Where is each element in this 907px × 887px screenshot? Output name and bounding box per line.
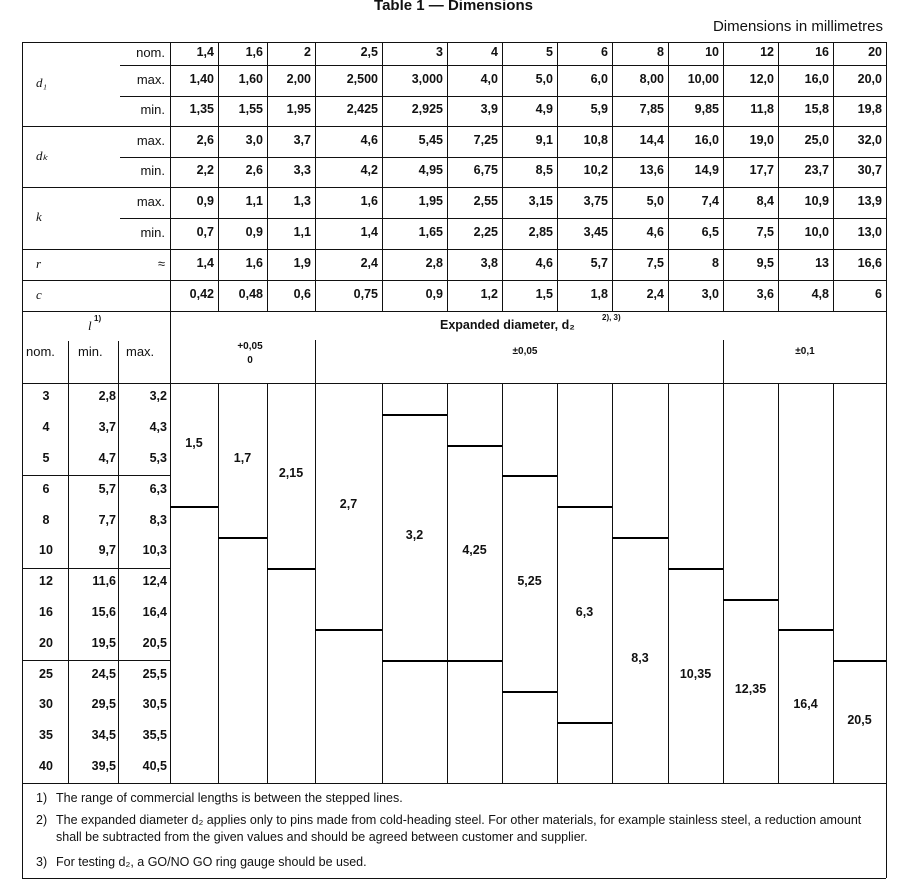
expanded-column-divider: [778, 383, 779, 783]
dim-value: 10,9: [804, 193, 829, 208]
expanded-diameter-value: 16,4: [793, 697, 818, 712]
dim-value: 5: [546, 44, 553, 59]
dim-value: 25,0: [804, 132, 829, 147]
row-divider: [22, 280, 886, 281]
dim-value: 7,5: [756, 224, 774, 239]
dim-value: 20,0: [857, 71, 882, 86]
dim-value: 2,85: [528, 224, 553, 239]
dim-value: 12,0: [749, 71, 774, 86]
dim-value: 1,5: [535, 286, 553, 301]
dim-value: 3,0: [701, 286, 719, 301]
expanded-diameter-value: 20,5: [847, 712, 872, 727]
units-note: Dimensions in millimetres: [712, 18, 883, 35]
length-nom: 10: [39, 543, 53, 558]
expanded-diameter-value: 2,7: [339, 497, 358, 512]
commercial-range-start-line: [833, 660, 886, 662]
table-title: Table 1 — Dimensions: [374, 0, 533, 14]
dim-value: 32,0: [857, 132, 882, 147]
length-max-header: max.: [126, 344, 155, 359]
len-col-divider: [118, 341, 119, 783]
dim-value: 4,6: [646, 224, 664, 239]
dim-value: 3,3: [293, 163, 311, 177]
dim-value: 3,000: [411, 71, 443, 86]
length-min: 9,7: [98, 543, 116, 558]
row-symbol: r: [36, 255, 42, 271]
commercial-range-end-line: [502, 691, 557, 693]
length-min: 4,7: [98, 451, 116, 465]
commercial-range-start-line: [723, 599, 778, 601]
expanded-diameter-value: 8,3: [631, 651, 649, 666]
expanded-column-divider: [218, 383, 219, 783]
tolerance-upper: +0,05: [237, 341, 263, 352]
dim-value: 4,0: [480, 71, 498, 86]
length-nom: 4: [42, 420, 50, 435]
length-max: 3,2: [149, 389, 167, 404]
dim-value: 5,9: [590, 102, 608, 116]
dim-value: 1,4: [196, 255, 214, 270]
commercial-range-end-line: [267, 568, 315, 570]
length-nom: 30: [39, 697, 53, 712]
commercial-range-start-line: [502, 475, 557, 477]
dim-value: 5,0: [535, 71, 553, 86]
dim-value: 20: [868, 44, 882, 59]
dim-value: 16: [815, 44, 829, 59]
length-nom: 8: [42, 512, 50, 527]
expanded-diameter-value: 2,15: [278, 466, 304, 481]
length-max: 40,5: [142, 759, 167, 773]
row-label: min.: [140, 102, 165, 117]
footnote-number: 1): [36, 791, 48, 805]
footnote-text: The range of commercial lengths is between the stepped lines.: [56, 791, 403, 805]
dim-value: 6: [875, 286, 882, 301]
length-max: 5,3: [149, 451, 167, 465]
dim-value: 2,8: [425, 255, 443, 270]
tolerance-divider: [315, 340, 316, 383]
row-label: min.: [140, 224, 165, 240]
row-symbol: dₖ: [36, 147, 49, 163]
dim-value: 4,95: [418, 163, 443, 177]
expanded-diameter-value: 10,35: [679, 666, 712, 681]
length-bottom: [22, 783, 886, 784]
length-nom: 12: [39, 574, 53, 589]
expanded-diameter-value: 12,35: [734, 682, 767, 696]
dim-value: 12: [760, 44, 774, 59]
dim-value: 17,7: [749, 163, 774, 177]
dim-value: 6,75: [473, 163, 498, 177]
dim-value: 1,65: [418, 224, 443, 239]
dim-value: 10: [705, 44, 719, 59]
dim-value: 3,7: [293, 132, 311, 147]
dim-value: 3,9: [480, 102, 498, 116]
dim-value: 14,4: [639, 132, 664, 147]
row-divider: [22, 187, 886, 188]
dim-value: 14,9: [694, 163, 719, 177]
dim-value: 4,8: [811, 286, 829, 301]
dim-value: 1,6: [245, 255, 263, 270]
expanded-column-divider: [612, 383, 613, 783]
row-label: max.: [136, 193, 165, 209]
commercial-range-start-line: [778, 629, 833, 631]
table-right-border: [886, 42, 887, 878]
table-left-border: [22, 42, 23, 878]
row-label: max.: [136, 132, 165, 148]
length-nom: 6: [42, 481, 50, 496]
row-symbol: k: [36, 209, 42, 224]
dim-value: 9,1: [535, 132, 553, 147]
dim-value: 1,60: [238, 71, 263, 86]
table-top-border: [22, 42, 886, 43]
dim-value: 8,5: [535, 163, 553, 177]
dim-value: 3,15: [528, 193, 553, 208]
dim-value: 4,2: [360, 163, 378, 177]
expanded-diameter-value: 6,3: [575, 605, 594, 619]
dim-value: 2,25: [473, 224, 498, 239]
dim-value: 8,00: [639, 71, 664, 86]
length-nom: 5: [42, 451, 50, 465]
dim-value: 11,8: [750, 102, 774, 116]
footnote-text: The expanded diameter d₂ applies only to pins made from cold-heading steel. For other materials, for example stainless steel, a reduction amount shall be subtracted from the given values and should be agreed between customer and supplier.: [56, 813, 862, 844]
commercial-range-start-line: [612, 537, 668, 539]
length-min: 2,8: [98, 389, 116, 404]
table-bottom-border: [22, 878, 886, 879]
dim-value: 1,6: [360, 193, 378, 208]
dim-value: 6: [601, 44, 608, 59]
dim-value: 3: [436, 44, 443, 59]
row-symbol: d₁: [36, 75, 48, 90]
dim-value: 19,0: [749, 132, 774, 147]
length-max: 4,3: [149, 420, 167, 435]
length-group-divider: [22, 568, 170, 569]
commercial-range-start-line: [382, 414, 447, 416]
dim-value: 8: [657, 44, 664, 59]
dim-value: 13,6: [639, 163, 664, 177]
dim-value: 16,6: [857, 255, 882, 270]
expanded-column-divider: [668, 383, 669, 783]
length-min: 34,5: [91, 728, 116, 743]
dim-value: 19,8: [857, 102, 882, 116]
dim-value: 1,2: [480, 286, 498, 301]
commercial-range-end-line: [447, 660, 502, 662]
row-divider: [120, 218, 886, 219]
length-nom: 35: [39, 728, 53, 743]
tolerance-divider: [723, 340, 724, 383]
dim-value: 7,4: [701, 193, 719, 208]
dim-value: 23,7: [804, 163, 829, 177]
length-nom: 40: [39, 759, 53, 773]
dim-value: 2,4: [646, 286, 664, 301]
expanded-column-divider: [267, 383, 268, 783]
dim-value: 3,0: [245, 132, 263, 147]
dim-value: 2,500: [346, 71, 378, 86]
dim-value: 1,95: [418, 193, 443, 208]
expanded-column-divider: [447, 383, 448, 783]
length-nom-header: nom.: [26, 344, 55, 359]
length-max: 16,4: [142, 605, 167, 619]
length-min: 19,5: [91, 635, 116, 650]
dim-value: 1,1: [245, 193, 263, 208]
tolerance-pm01: ±0,1: [795, 346, 815, 357]
dim-value: 6,0: [590, 71, 608, 86]
dim-value: 0,42: [189, 286, 214, 301]
dim-value: 4,9: [535, 102, 553, 116]
length-max: 25,5: [142, 666, 167, 681]
dim-value: 4: [491, 44, 498, 59]
dim-value: 0,6: [293, 286, 311, 301]
dim-value: 1,40: [189, 71, 214, 86]
dim-value: 0,75: [353, 286, 378, 301]
header-bottom: [22, 383, 886, 384]
dim-value: 1,4: [360, 224, 378, 239]
row-label: min.: [140, 163, 165, 178]
dim-value: 0,9: [425, 286, 443, 301]
dim-value: 13: [815, 255, 829, 270]
dim-value: 3,75: [583, 193, 608, 208]
row-divider: [22, 311, 886, 312]
dim-value: 1,1: [293, 224, 311, 239]
dim-value: 2,55: [473, 193, 498, 208]
dim-value: 5,0: [646, 193, 664, 208]
commercial-range-end-line: [315, 629, 382, 631]
dim-value: 16,0: [804, 71, 829, 86]
commercial-range-start-line: [668, 568, 723, 570]
dim-value: 2,2: [196, 163, 214, 177]
length-min: 24,5: [91, 666, 116, 681]
dim-value: 2,425: [346, 102, 378, 116]
length-symbol: l: [88, 318, 92, 333]
length-min: 29,5: [91, 697, 116, 712]
commercial-range-end-line: [557, 722, 612, 724]
dim-value: 2,5: [360, 44, 378, 59]
row-divider: [120, 157, 886, 158]
dim-value: 3,8: [480, 255, 498, 270]
dim-value: 1,95: [286, 102, 311, 116]
length-max: 8,3: [149, 512, 167, 527]
footnote-number: 3): [36, 855, 48, 869]
dim-value: 2,6: [196, 132, 214, 147]
expanded-diameter-value: 1,7: [233, 451, 252, 465]
commercial-range-end-line: [170, 506, 218, 508]
dim-value: 7,85: [639, 102, 664, 116]
length-max: 30,5: [142, 697, 167, 712]
dim-value: 10,0: [804, 224, 829, 239]
expanded-column-divider: [723, 383, 724, 783]
row-divider: [22, 249, 886, 250]
tolerance-pm005: ±0,05: [512, 346, 538, 357]
dim-value: 7,25: [473, 132, 498, 147]
dim-value: 15,8: [804, 102, 829, 116]
length-max: 20,5: [142, 635, 167, 650]
dim-value: 9,5: [756, 255, 774, 270]
length-max: 35,5: [142, 728, 167, 743]
length-min: 11,6: [92, 574, 116, 589]
length-min-header: min.: [78, 344, 103, 359]
row-divider: [120, 65, 886, 66]
commercial-range-start-line: [447, 445, 502, 447]
dim-value: 9,85: [694, 102, 719, 116]
row-label: nom.: [136, 44, 165, 60]
dim-value: 8: [712, 255, 719, 270]
dim-value: 1,35: [189, 102, 214, 116]
dim-value: 0,9: [196, 193, 214, 208]
row-divider: [22, 126, 886, 127]
row-divider: [120, 96, 886, 97]
dim-value: 5,7: [590, 255, 608, 270]
dim-value: 0,7: [196, 224, 214, 239]
commercial-range-end-line: [382, 660, 447, 662]
dim-value: 2,6: [245, 163, 263, 177]
expanded-column-divider: [382, 383, 383, 783]
expanded-diameter-value: 4,25: [462, 543, 487, 558]
length-max: 6,3: [149, 481, 167, 496]
length-group-divider: [22, 660, 170, 661]
length-min: 3,7: [98, 420, 116, 435]
dim-value: 16,0: [694, 132, 719, 147]
length-nom: 20: [39, 635, 53, 650]
dim-value: 6,5: [701, 224, 719, 239]
tolerance-lower: 0: [247, 355, 253, 366]
dim-value: 4,6: [360, 132, 378, 147]
length-group-divider: [22, 475, 170, 476]
dim-value: 1,8: [590, 286, 608, 301]
dim-value: 10,8: [583, 132, 608, 147]
dim-value: 1,9: [293, 255, 311, 270]
length-footnote-ref: 1): [94, 314, 102, 323]
dim-value: 1,4: [196, 44, 214, 59]
length-nom: 16: [39, 605, 53, 619]
commercial-range-start-line: [557, 506, 612, 508]
length-min: 7,7: [98, 512, 116, 527]
row-label: ≈: [157, 255, 165, 271]
dim-value: 4,6: [535, 255, 553, 270]
commercial-range-end-line: [218, 537, 267, 539]
dim-value: 1,55: [238, 102, 263, 116]
dim-value: 3,45: [583, 224, 608, 239]
dim-value: 13,0: [857, 224, 882, 239]
dim-value: 8,4: [756, 193, 774, 208]
length-min: 15,6: [91, 605, 116, 619]
expanded-diameter-value: 3,2: [405, 528, 424, 542]
dim-value: 1,3: [293, 193, 311, 208]
length-nom: 3: [42, 389, 50, 404]
expanded-diameter-header: Expanded diameter, d₂: [440, 318, 575, 332]
dim-value: 0,48: [238, 286, 263, 301]
dim-value: 13,9: [857, 193, 882, 208]
expanded-column-divider: [315, 383, 316, 783]
dim-value: 30,7: [857, 163, 882, 177]
dim-value: 2,4: [360, 255, 378, 270]
expanded-diameter-value: 1,5: [185, 435, 203, 450]
row-symbol: c: [36, 286, 42, 302]
dim-value: 0,9: [245, 224, 263, 239]
expanded-footnote-ref: 2), 3): [602, 313, 621, 322]
len-col-divider: [68, 341, 69, 783]
expanded-diameter-value: 5,25: [517, 574, 542, 589]
length-min: 5,7: [98, 481, 116, 496]
row-label: max.: [136, 71, 165, 87]
dim-value: 2,925: [411, 102, 443, 116]
dim-value: 2: [304, 44, 311, 59]
footnote-text: For testing d₂, a GO/NO GO ring gauge should be used.: [56, 855, 367, 869]
dim-value: 10,00: [687, 71, 719, 86]
length-max: 12,4: [142, 574, 167, 589]
length-min: 39,5: [91, 759, 116, 773]
dim-value: 2,00: [286, 71, 311, 86]
length-nom: 25: [39, 666, 53, 681]
dim-value: 10,2: [583, 163, 608, 177]
dim-value: 5,45: [418, 132, 443, 147]
footnote-number: 2): [36, 813, 48, 827]
dim-value: 7,5: [646, 255, 664, 270]
length-max: 10,3: [142, 543, 167, 558]
dim-value: 1,6: [245, 44, 263, 59]
dim-value: 3,6: [756, 286, 774, 301]
